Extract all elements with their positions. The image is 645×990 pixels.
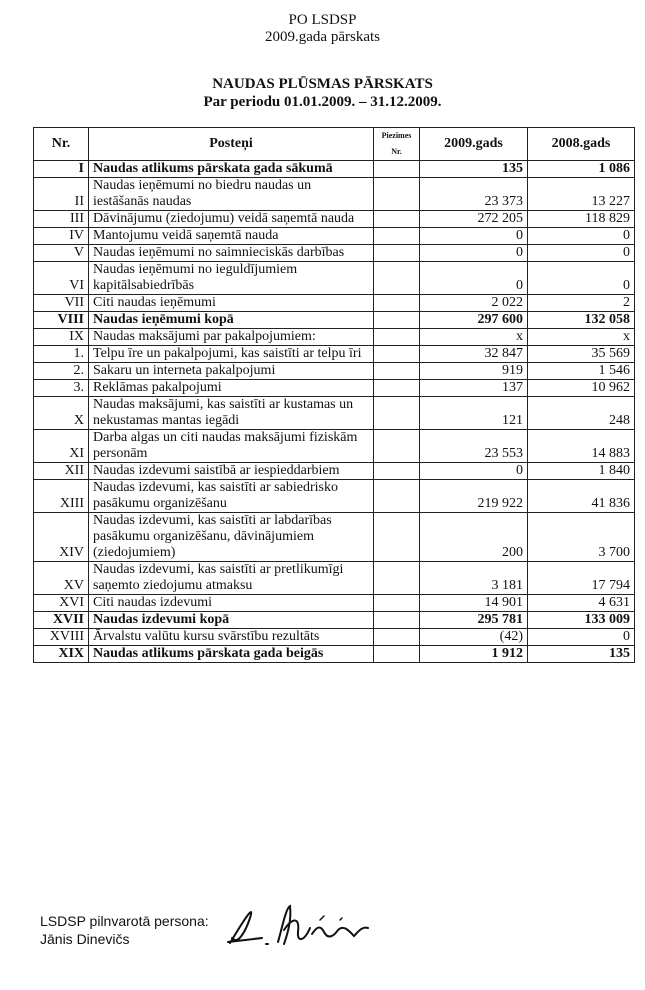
table-row [34,629,635,646]
row-label: Reklāmas pakalpojumi [89,380,374,397]
row-value-2009: 3 181 [420,562,528,595]
row-number: 2. [34,363,89,380]
table-row [34,612,635,629]
row-value-2009: 0 [420,245,528,262]
row-value-2009: 919 [420,363,528,380]
table-row [34,513,635,562]
row-value-2009: 14 901 [420,595,528,612]
col-header-nr: Nr. [34,128,89,161]
row-notes [374,397,420,430]
col-header-item: Posteņi [89,128,374,161]
signatory-role: LSDSP pilnvarotā persona: [40,913,209,929]
row-label: Naudas izdevumi, kas saistīti ar pretlikumīgi saņemto ziedojumu atmaksu [89,562,374,595]
row-label: Naudas atlikums pārskata gada beigās [89,646,374,663]
row-number: V [34,245,89,262]
row-value-2008: 0 [528,262,635,295]
table-row [34,646,635,663]
row-value-2008: 0 [528,629,635,646]
row-value-2008: 10 962 [528,380,635,397]
row-label: Ārvalstu valūtu kursu svārstību rezultāts [89,629,374,646]
row-number: XVI [34,595,89,612]
row-notes [374,262,420,295]
row-notes [374,161,420,178]
row-notes [374,430,420,463]
table-row [34,380,635,397]
row-number: II [34,178,89,211]
row-number: 3. [34,380,89,397]
row-notes [374,211,420,228]
row-notes [374,178,420,211]
table-row [34,397,635,430]
row-number: XVII [34,612,89,629]
row-number: VII [34,295,89,312]
row-value-2009: 121 [420,397,528,430]
row-number: 1. [34,346,89,363]
row-number: XII [34,463,89,480]
cash-flow-table [33,127,635,663]
row-label: Naudas ieņēmumi no saimnieciskās darbības [89,245,374,262]
row-notes [374,295,420,312]
table-row [34,262,635,295]
document-period: Par periodu 01.01.2009. – 31.12.2009. [203,94,442,110]
row-label: Naudas izdevumi, kas saistīti ar labdarības pasākumu organizēšanu, dāvinājumiem (ziedojumiem) [89,513,374,562]
row-value-2009: 32 847 [420,346,528,363]
row-notes [374,480,420,513]
row-label: Mantojumu veidā saņemtā nauda [89,228,374,245]
row-value-2008: 1 086 [528,161,635,178]
row-value-2009: 297 600 [420,312,528,329]
table-row [34,363,635,380]
row-value-2009: 137 [420,380,528,397]
row-number: I [34,161,89,178]
row-value-2009: 219 922 [420,480,528,513]
row-number: XIII [34,480,89,513]
row-value-2008: 3 700 [528,513,635,562]
row-label: Naudas izdevumi kopā [89,612,374,629]
table-row [34,245,635,262]
row-notes [374,513,420,562]
row-notes [374,228,420,245]
col-header-2009: 2009.gads [420,128,528,161]
row-number: XIX [34,646,89,663]
row-value-2008: 14 883 [528,430,635,463]
row-label: Naudas izdevumi saistībā ar iespieddarbiem [89,463,374,480]
row-number: XVIII [34,629,89,646]
row-value-2008: 2 [528,295,635,312]
table-row [34,329,635,346]
row-label: Naudas ieņēmumi kopā [89,312,374,329]
row-notes [374,612,420,629]
signatory-name: Jānis Dinevičs [40,931,130,947]
row-number: VIII [34,312,89,329]
row-label: Naudas maksājumi, kas saistīti ar kustamas un nekustamas mantas iegādi [89,397,374,430]
row-notes [374,562,420,595]
table-row [34,211,635,228]
table-row [34,228,635,245]
row-number: XI [34,430,89,463]
row-value-2008: 132 058 [528,312,635,329]
table-row [34,430,635,463]
row-notes [374,245,420,262]
row-notes [374,329,420,346]
row-value-2008: 35 569 [528,346,635,363]
table-row [34,178,635,211]
row-value-2009: x [420,329,528,346]
row-value-2009: 0 [420,262,528,295]
row-notes [374,312,420,329]
document-subtitle: 2009.gada pārskats [265,29,380,45]
table-row [34,480,635,513]
row-value-2008: 0 [528,228,635,245]
row-value-2008: 0 [528,245,635,262]
row-label: Naudas atlikums pārskata gada sākumā [89,161,374,178]
row-label: Telpu īre un pakalpojumi, kas saistīti ar telpu īri [89,346,374,363]
row-notes [374,463,420,480]
row-value-2008: 17 794 [528,562,635,595]
row-notes [374,646,420,663]
row-value-2008: 4 631 [528,595,635,612]
document-title: NAUDAS PLŪSMAS PĀRSKATS [212,76,433,92]
row-number: XV [34,562,89,595]
row-value-2008: 248 [528,397,635,430]
row-value-2009: 0 [420,463,528,480]
table-row [34,295,635,312]
row-notes [374,363,420,380]
col-header-notes: Piezīmes Nr. [374,128,420,161]
table-row [34,463,635,480]
handwritten-signature [220,898,380,958]
row-notes [374,346,420,363]
row-notes [374,595,420,612]
row-label: Dāvinājumu (ziedojumu) veidā saņemtā nauda [89,211,374,228]
row-label: Citi naudas ieņēmumi [89,295,374,312]
row-value-2008: 1 840 [528,463,635,480]
row-label: Naudas maksājumi par pakalpojumiem: [89,329,374,346]
document-org: PO LSDSP [288,12,357,28]
row-number: III [34,211,89,228]
row-number: VI [34,262,89,295]
row-value-2009: 23 553 [420,430,528,463]
row-value-2009: 295 781 [420,612,528,629]
table-row [34,346,635,363]
row-value-2009: 200 [420,513,528,562]
row-label: Darba algas un citi naudas maksājumi fiziskām personām [89,430,374,463]
row-notes [374,629,420,646]
row-number: XIV [34,513,89,562]
table-header-row [34,128,635,161]
row-value-2009: (42) [420,629,528,646]
row-label: Naudas ieņēmumi no ieguldījumiem kapitālsabiedrībās [89,262,374,295]
row-label: Naudas ieņēmumi no biedru naudas un iestāšanās naudas [89,178,374,211]
col-header-2008: 2008.gads [528,128,635,161]
row-value-2009: 272 205 [420,211,528,228]
row-label: Naudas izdevumi, kas saistīti ar sabiedrisko pasākumu organizēšanu [89,480,374,513]
row-value-2008: 118 829 [528,211,635,228]
row-value-2009: 0 [420,228,528,245]
table-row [34,595,635,612]
row-notes [374,380,420,397]
row-value-2008: 133 009 [528,612,635,629]
table-row [34,161,635,178]
table-row [34,312,635,329]
row-value-2008: x [528,329,635,346]
row-number: IV [34,228,89,245]
row-value-2008: 41 836 [528,480,635,513]
row-value-2008: 1 546 [528,363,635,380]
row-value-2009: 135 [420,161,528,178]
row-number: X [34,397,89,430]
row-label: Citi naudas izdevumi [89,595,374,612]
row-value-2009: 1 912 [420,646,528,663]
row-value-2009: 2 022 [420,295,528,312]
row-value-2008: 135 [528,646,635,663]
row-number: IX [34,329,89,346]
row-value-2009: 23 373 [420,178,528,211]
row-label: Sakaru un interneta pakalpojumi [89,363,374,380]
row-value-2008: 13 227 [528,178,635,211]
table-row [34,562,635,595]
